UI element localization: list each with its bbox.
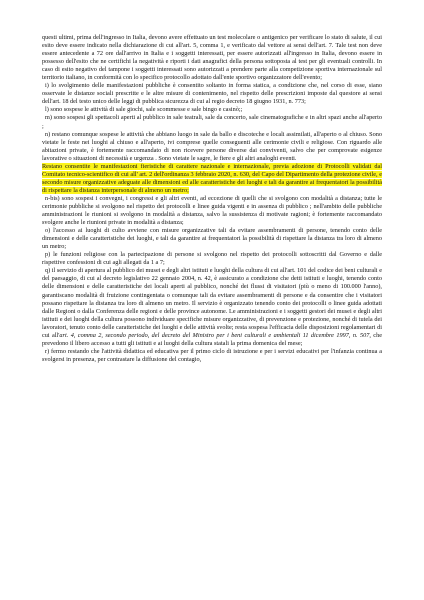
paragraph-q-text: q) il servizio di apertura al pubblico dei musei e degli altri istituti e luoghi della cultura di cui all'art. 101 del codice dei beni culturali e del paesaggio, di cui al decreto legislativo 22 gennaio 2004, n. 42, è assicurato a condizione che detti istituti e luoghi, tenendo conto delle dimensioni e delle caratteristiche dei locali aperti al pubblico, nonché dei flussi di visitatori (più o meno di 100.000 l'anno), garantiscano modalità di fruizione contingentata o comunque tali da evitare assembramenti di persone e da consentire che i visitatori possano rispettare la distanza tra loro di almeno un metro. Il servizio è organizzato tenendo conto dei protocolli o linee guida adottati dalle Regioni o dalla Conferenza delle regioni e delle province autonome. Le amministrazioni e i soggetti gestori dei musei e degli altri istituti e dei luoghi della cultura possono individuare specifiche misure organizzative, di prevenzione e protezione, nonché di tutela dei lavoratori, tenuto conto delle caratteristiche dei luoghi e delle attività svolte; resta sospesa l'efficacia delle disposizioni regolamentari di cui all' [42, 267, 382, 339]
paragraph-intro: questi ultimi, prima dell'ingresso in Italia, devono avere effettuato un test molecolare o antigenico per verificare lo stato di salute, il cui esito deve essere indicato nella dichiarazione di cui all'art. 5, comma 1, e verificato dal vettore ai sensi dell'art. 7. Tale test non deve essere antecedente a 72 ore dall'arrivo in Italia e i soggetti interessati, per essere autorizzati all'ingresso in Italia, devono essere in possesso dell'esito che ne certifichi la negatività e riporti i dati anagrafici della persona sottoposta al test per gli eventuali controlli. In caso di esito negativo del tampone i soggetti interessati sono autorizzati a prendere parte alla competizione sportiva internazionale sul territorio italiano, in conformità con lo specifico protocollo adottato dall'ente sportivo organizzatore dell'evento; [42, 34, 382, 82]
paragraph-q-italic-citation: art. 4, comma 2, secondo periodo, del decreto del Ministro per i beni culturali e ambientali 11 dicembre 1997, n. 507 [59, 331, 370, 339]
highlighted-text: Restano consentite le manifestazioni fieristiche di carattere nazionale e internazionale, previa adozione di Protocolli validati dal Comitato tecnico-scientifico di cui all' art. 2 dell'ordinanza 3 febbraio 2020, n. 630, del Capo del Dipartimento della protezione civile, e secondo misure organizzative adeguate alle dimensioni ed alle caratteristiche dei luoghi e tali da garantire ai frequentatori la possibilità di rispettare la distanza interpersonale di almeno un metro; [42, 162, 382, 194]
paragraph-m: m) sono sospesi gli spettacoli aperti al pubblico in sale teatrali, sale da concerto, sale cinematografiche e in altri spazi anche all'aperto ; [42, 114, 382, 130]
paragraph-q-tail: , che prevedono il libero accesso a tutti gli istituti e ai luoghi della cultura statali la prima domenica del mese; [42, 331, 382, 347]
paragraph-p: p) le funzioni religiose con la partecipazione di persone si svolgono nel rispetto dei protocolli sottoscritti dal Governo e dalle rispettive confessioni di cui agli allegati da 1 a 7; [42, 251, 382, 267]
paragraph-o: o) l'accesso ai luoghi di culto avviene con misure organizzative tali da evitare assembramenti di persone, tenendo conto delle dimensioni e delle caratteristiche dei luoghi, e tali da garantire ai frequentatori la possibilità di rispettare la distanza tra loro di almeno un metro; [42, 227, 382, 251]
paragraph-i: i) lo svolgimento delle manifestazioni pubbliche è consentito soltanto in forma statica, a condizione che, nel corso di esse, siano osservate le distanze sociali prescritte e le altre misure di contenimento, nel rispetto delle prescrizioni imposte dal questore ai sensi dell'art. 18 del testo unico delle leggi di pubblica sicurezza di cui al regio decreto 18 giugno 1931, n. 773; [42, 82, 382, 106]
paragraph-r: r) fermo restando che l'attività didattica ed educativa per il primo ciclo di istruzione e per i servizi educativi per l'infanzia continua a svolgersi in presenza, per contrastare la diffusione del contagio, [42, 347, 382, 363]
paragraph-n-bis: n-bis) sono sospesi i convegni, i congressi e gli altri eventi, ad eccezione di quelli che si svolgono con modalità a distanza; tutte le cerimonie pubbliche si svolgono nel rispetto dei protocolli e linee guida vigenti e in assenza di pubblico ; nell'ambito delle pubbliche amministrazioni le riunioni si svolgono in modalità a distanza, salvo la sussistenza di motivate ragioni; è fortemente raccomandato svolgere anche le riunioni private in modalità a distanza; [42, 194, 382, 227]
paragraph-highlighted [42, 163, 382, 195]
paragraph-n: n) restano comunque sospese le attività che abbiano luogo in sale da ballo e discoteche e locali assimilati, all'aperto o al chiuso. Sono vietate le feste nei luoghi al chiuso e all'aperto, ivi comprese quelle conseguenti alle cerimonie civili e religiose. Con riguardo alle abitazioni private, è fortemente raccomandato di non ricevere persone diverse dai conviventi, salvo che per comprovate esigenze lavorative o situazioni di necessità e urgenza . Sono vietate le sagre, le fiere e gli altri analoghi eventi. [42, 130, 382, 162]
paragraph-q [42, 267, 382, 347]
paragraph-l: l) sono sospese le attività di sale giochi, sale scommesse e sale bingo e casinò;; [45, 106, 243, 114]
